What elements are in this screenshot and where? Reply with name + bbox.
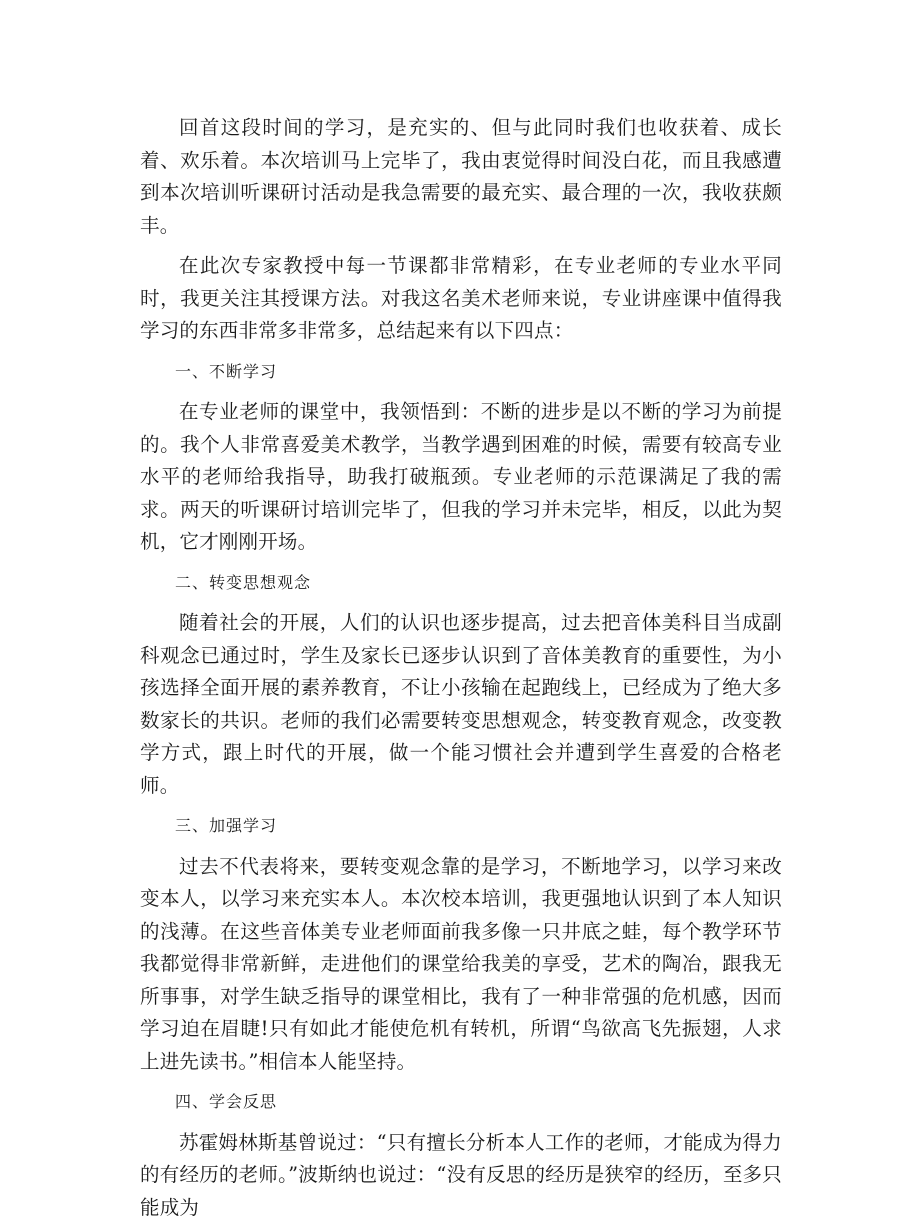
section-heading-strengthen-learning: 三、加强学习 <box>175 816 278 835</box>
document-body <box>140 112 782 1232</box>
paragraph-change-mindset: 随着社会的开展，人们的认识也逐步提高，过去把音体美科目当成副科观念已通过时，学生及家长已逐步认识到了音体美教育的重要性，为小孩选择全面开展的素养教育，不让小孩输在起跑线上，已经成为了绝大多数家长的共识。老师的我们必需要转变思想观念，转变教育观念，改变教学方式，跟上时代的开展，做一个能习惯社会并遭到学生喜爱的合格老师。 <box>140 611 782 797</box>
paragraph-reflection-intro: 回首这段时间的学习，是充实的、但与此同时我们也收获着、成长着、欢乐着。本次培训马上完毕了，我由衷觉得时间没白花，而且我感遭到本次培训听课研讨活动是我急需要的最充实、最合理的一次，我收获颇丰。 <box>140 116 782 237</box>
section-heading-learn-reflection: 四、学会反思 <box>175 1092 278 1111</box>
section-heading-continuous-learning: 一、不断学习 <box>175 361 278 381</box>
section-heading-change-mindset: 二、转变思想观念 <box>175 572 312 592</box>
paragraph-expert-lectures: 在此次专家教授中每一节课都非常精彩，在专业老师的专业水平同时，我更关注其授课方法。对我这名美术老师来说，专业讲座课中值得我学习的东西非常多非常多，总结起来有以下四点： <box>140 254 782 342</box>
paragraph-learn-reflection: 苏霍姆林斯基曾说过：“只有擅长分析本人工作的老师，才能成为得力的有经历的老师。”波斯纳也说过：“没有反思的经历是狭窄的经历，至多只能成为 <box>140 1130 782 1219</box>
paragraph-continuous-learning: 在专业老师的课堂中，我领悟到：不断的进步是以不断的学习为前提的。我个人非常喜爱美术教学，当教学遇到困难的时候，需要有较高专业水平的老师给我指导，助我打破瓶颈。专业老师的示范课满足了我的需求。两天的听课研讨培训完毕了，但我的学习并未完毕，相反，以此为契机，它才刚刚开场。 <box>140 400 782 553</box>
paragraph-strengthen-learning: 过去不代表将来，要转变观念靠的是学习，不断地学习，以学习来改变本人，以学习来充实本人。本次校本培训，我更强地认识到了本人知识的浅薄。在这些音体美专业老师面前我多像一只井底之蛙，每个教学环节我都觉得非常新鲜，走进他们的课堂给我美的享受，艺术的陶冶，跟我无所事事，对学生缺乏指导的课堂相比，我有了一种非常强的危机感，因而学习迫在眉睫!只有如此才能使危机有转机，所谓“鸟欲高飞先振翅，人求上进先读书。”相信本人能坚持。 <box>140 854 782 1073</box>
